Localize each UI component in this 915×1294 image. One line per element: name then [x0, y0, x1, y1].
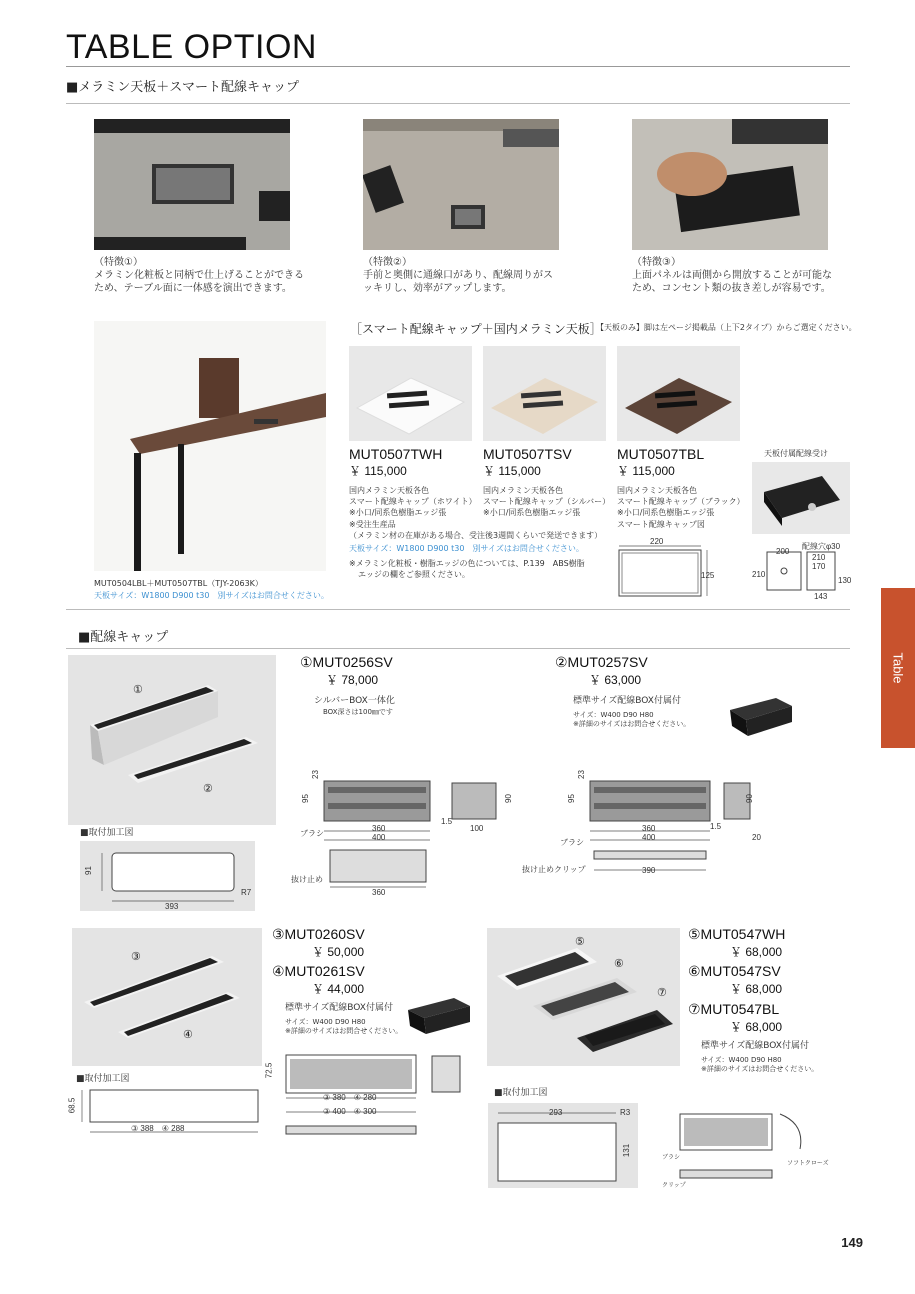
b-1.5: 1.5 — [710, 822, 722, 831]
swatch-white — [349, 346, 472, 441]
table-caption: MUT0504LBL＋MUT0507TBL（TJY-2063K） — [94, 579, 263, 588]
cap3-info — [272, 926, 365, 960]
e-380: ③ 380 ④ 280 — [323, 1093, 377, 1102]
brush-label: ブラシ — [300, 829, 324, 838]
f-293: 293 — [549, 1108, 563, 1117]
dim-125: 125 — [701, 571, 715, 580]
label-6: ⑥ — [614, 958, 624, 970]
section2-rule-top — [66, 609, 850, 610]
brush-label-2: ブラシ — [560, 838, 584, 847]
cap5-info — [688, 926, 785, 960]
cap6-model: ⑥MUT0547SV — [688, 963, 781, 979]
dim-170: 170 — [812, 562, 826, 571]
cap7-info — [688, 1001, 782, 1035]
stopper-label: 抜け止め — [291, 875, 323, 884]
a-400: 400 — [372, 833, 386, 842]
e-725: 72.5 — [264, 1062, 274, 1079]
a-360: 360 — [372, 824, 386, 833]
a-1.5: 1.5 — [441, 817, 453, 826]
hole-label: 配線穴φ30 — [802, 542, 841, 551]
cap34-drawing — [268, 1050, 473, 1160]
label-1: ① — [133, 684, 143, 696]
cap1-note1: シルバーBOX一体化 — [314, 696, 395, 706]
dim-91: 91 — [83, 866, 93, 875]
b-23: 23 — [576, 770, 586, 779]
label-3: ③ — [131, 951, 141, 963]
title-rule — [66, 66, 850, 67]
feature-photo-1 — [94, 119, 290, 250]
cap5-model: ⑤MUT0547WH — [688, 926, 786, 942]
cap4-box-photo — [404, 994, 474, 1040]
product-twh-price: ￥ 115,000 — [349, 464, 407, 478]
page-title: TABLE OPTION — [66, 28, 317, 66]
e-388: ③ 388 ④ 288 — [131, 1124, 185, 1133]
cap7-note3: ※詳細のサイズはお問合せください。 — [701, 1065, 819, 1073]
section-rule — [66, 103, 850, 104]
cap4-note3: ※詳細のサイズはお問合せください。 — [285, 1027, 403, 1035]
attached-label: 天板付属配線受け — [764, 449, 828, 458]
cap4-info — [272, 963, 365, 997]
cap4-note1: 標準サイズ配線BOX付属付 — [285, 1003, 393, 1013]
feature-3-text: 上面パネルは両側から開放することが可能なため、コンセント類の抜き差しが容易です。 — [632, 270, 832, 294]
cap7-price: ￥ 68,000 — [730, 1020, 783, 1034]
brush-label-3: ブラシ — [662, 1155, 681, 1161]
dim-210a: 210 — [812, 553, 826, 562]
side-tab[interactable] — [881, 588, 915, 748]
feature-1 — [94, 256, 304, 295]
install-heading-2: ■取付加工図 — [76, 1074, 130, 1084]
feature-photo-2 — [363, 119, 559, 250]
cap567-photo — [487, 928, 680, 1066]
swatch-silver — [483, 346, 606, 441]
table-size: 天板サイズ：W1800 D900 t30 別サイズはお問合せください。 — [94, 591, 329, 600]
product-twh-desc3: ※小口/同系色樹脂エッジ張 — [349, 508, 447, 517]
table-photo — [94, 321, 326, 571]
a-360b: 360 — [372, 888, 386, 897]
a-100: 100 — [470, 824, 484, 833]
dim-130: 130 — [838, 576, 852, 585]
cap4-note2: サイズ：W400 D90 H80 — [285, 1018, 366, 1026]
product-twh — [349, 446, 479, 518]
cap3-model: ③MUT0260SV — [272, 926, 365, 942]
swatch-black — [617, 346, 740, 441]
feature-2-title: （特徴②） — [363, 257, 412, 268]
dim-220: 220 — [650, 537, 664, 546]
label-4: ④ — [183, 1029, 193, 1041]
product-tsv-desc2: スマート配線キャップ（シルバー） — [483, 497, 611, 506]
cap567-drawing — [660, 1104, 830, 1190]
section2-rule — [66, 648, 850, 649]
product-tbl-desc1: 国内メラミン天板各色 — [617, 486, 697, 495]
feature-3 — [632, 256, 837, 295]
cap2-note1: 標準サイズ配線BOX付属付 — [573, 696, 681, 706]
product-tsv — [483, 446, 613, 518]
cap1-info — [300, 654, 393, 688]
cap2-model: ②MUT0257SV — [555, 654, 648, 670]
feature-photo-3 — [632, 119, 828, 250]
order-note-1: ※受注生産品 — [349, 520, 396, 529]
feature-1-title: （特徴①） — [94, 257, 143, 268]
cap34-photo — [72, 928, 262, 1066]
product-tsv-desc1: 国内メラミン天板各色 — [483, 486, 563, 495]
install-drawing-3 — [488, 1103, 638, 1188]
side-tab-label: Table — [890, 652, 906, 684]
product-tbl-price: ￥ 115,000 — [617, 464, 675, 478]
attached-tray-photo — [752, 462, 850, 534]
cap4-model: ④MUT0261SV — [272, 963, 365, 979]
f-r3: R3 — [620, 1108, 631, 1117]
product-tbl-desc2: スマート配線キャップ（ブラック） — [617, 497, 745, 506]
cap2-note3: ※詳細のサイズはお問合せください。 — [573, 720, 691, 728]
dim-200: 200 — [776, 547, 790, 556]
product-twh-desc2: スマート配線キャップ（ホワイト） — [349, 497, 477, 506]
dim-210b: 210 — [752, 570, 766, 579]
section-heading-2: ■配線キャップ — [78, 630, 169, 645]
soft-close-label: ソフトクローズ — [787, 1161, 829, 1167]
dim-143: 143 — [814, 592, 828, 601]
cap7-model: ⑦MUT0547BL — [688, 1001, 780, 1017]
product-tsv-model: MUT0507TSV — [483, 446, 572, 462]
cap7-note2: サイズ：W400 D90 H80 — [701, 1056, 782, 1064]
product-twh-model: MUT0507TWH — [349, 446, 443, 462]
stopclip-label: 抜け止めクリップ — [522, 865, 586, 874]
e-685: 68.5 — [67, 1097, 77, 1114]
e-400: ③ 400 ④ 300 — [323, 1107, 377, 1116]
cap1-drawing — [292, 765, 522, 905]
cap-figure-label: スマート配線キャップ図 — [617, 520, 705, 529]
b-400: 400 — [642, 833, 656, 842]
product-tbl-desc3: ※小口/同系色樹脂エッジ張 — [617, 508, 715, 517]
f-131: 131 — [622, 1143, 632, 1158]
b-20: 20 — [752, 833, 761, 842]
b-90: 90 — [744, 794, 754, 803]
edge-note-2: エッジの欄をご参照ください。 — [358, 570, 470, 579]
cap3-price: ￥ 50,000 — [312, 945, 365, 959]
cap7-note1: 標準サイズ配線BOX付属付 — [701, 1041, 809, 1051]
install-drawing-1 — [80, 841, 255, 911]
cap5-price: ￥ 68,000 — [730, 945, 783, 959]
smart-note: 【天板のみ】脚は左ページ掲載品（上下2タイプ）からご選定ください。 — [596, 323, 857, 332]
cap6-info — [688, 963, 782, 997]
feature-2-text: 手前と奥側に通線口があり、配線周りがスッキリし、効率がアップします。 — [363, 270, 553, 294]
cap12-photo — [68, 655, 276, 825]
smart-size: 天板サイズ：W1800 D900 t30 別サイズはお問合せください。 — [349, 544, 584, 553]
dim-393: 393 — [165, 902, 179, 911]
section-heading-1: ■メラミン天板＋スマート配線キャップ — [66, 80, 300, 95]
label-7: ⑦ — [657, 987, 667, 999]
cap1-model: ①MUT0256SV — [300, 654, 393, 670]
edge-note-1: ※メラミン化粧板・樹脂エッジの色については、P.139 ABS樹脂 — [349, 559, 585, 568]
cap1-note2: BOX深さは100㎜です — [323, 708, 393, 716]
cap1-price: ￥ 78,000 — [326, 673, 379, 687]
feature-3-title: （特徴③） — [632, 257, 681, 268]
page-number: 149 — [841, 1235, 863, 1250]
cap2-note2: サイズ：W400 D90 H80 — [573, 711, 654, 719]
b-360: 360 — [642, 824, 656, 833]
product-tbl — [617, 446, 747, 518]
label-2: ② — [203, 783, 213, 795]
cap2-info — [555, 654, 648, 688]
cap6-price: ￥ 68,000 — [730, 982, 783, 996]
clip-label: クリップ — [662, 1183, 686, 1189]
install-heading-3: ■取付加工図 — [494, 1088, 548, 1098]
product-tsv-price: ￥ 115,000 — [483, 464, 541, 478]
cap4-price: ￥ 44,000 — [312, 982, 365, 996]
a-90: 90 — [503, 794, 513, 803]
cap-drawing — [613, 538, 718, 600]
cap2-drawing — [560, 765, 780, 885]
b-390: 390 — [642, 866, 656, 875]
feature-2 — [363, 256, 553, 295]
a-23: 23 — [310, 770, 320, 779]
order-note-2: （メラミン材の在庫がある場合、受注後3週間くらいで発送できます） — [349, 531, 603, 540]
feature-1-text: メラミン化粧板と同柄で仕上げることができるため、テーブル面に一体感を演出できます。 — [94, 270, 304, 294]
install-heading-1: ■取付加工図 — [80, 828, 134, 838]
label-5: ⑤ — [575, 936, 585, 948]
product-tbl-model: MUT0507TBL — [617, 446, 705, 462]
product-tsv-desc3: ※小口/同系色樹脂エッジ張 — [483, 508, 581, 517]
b-95: 95 — [566, 794, 576, 803]
smart-heading: ［スマート配線キャップ＋国内メラミン天板］ — [350, 322, 602, 336]
cap2-price: ￥ 63,000 — [589, 673, 642, 687]
cap2-box-photo — [726, 694, 796, 744]
a-95: 95 — [300, 794, 310, 803]
product-twh-desc1: 国内メラミン天板各色 — [349, 486, 429, 495]
dim-r7: R7 — [241, 888, 252, 897]
